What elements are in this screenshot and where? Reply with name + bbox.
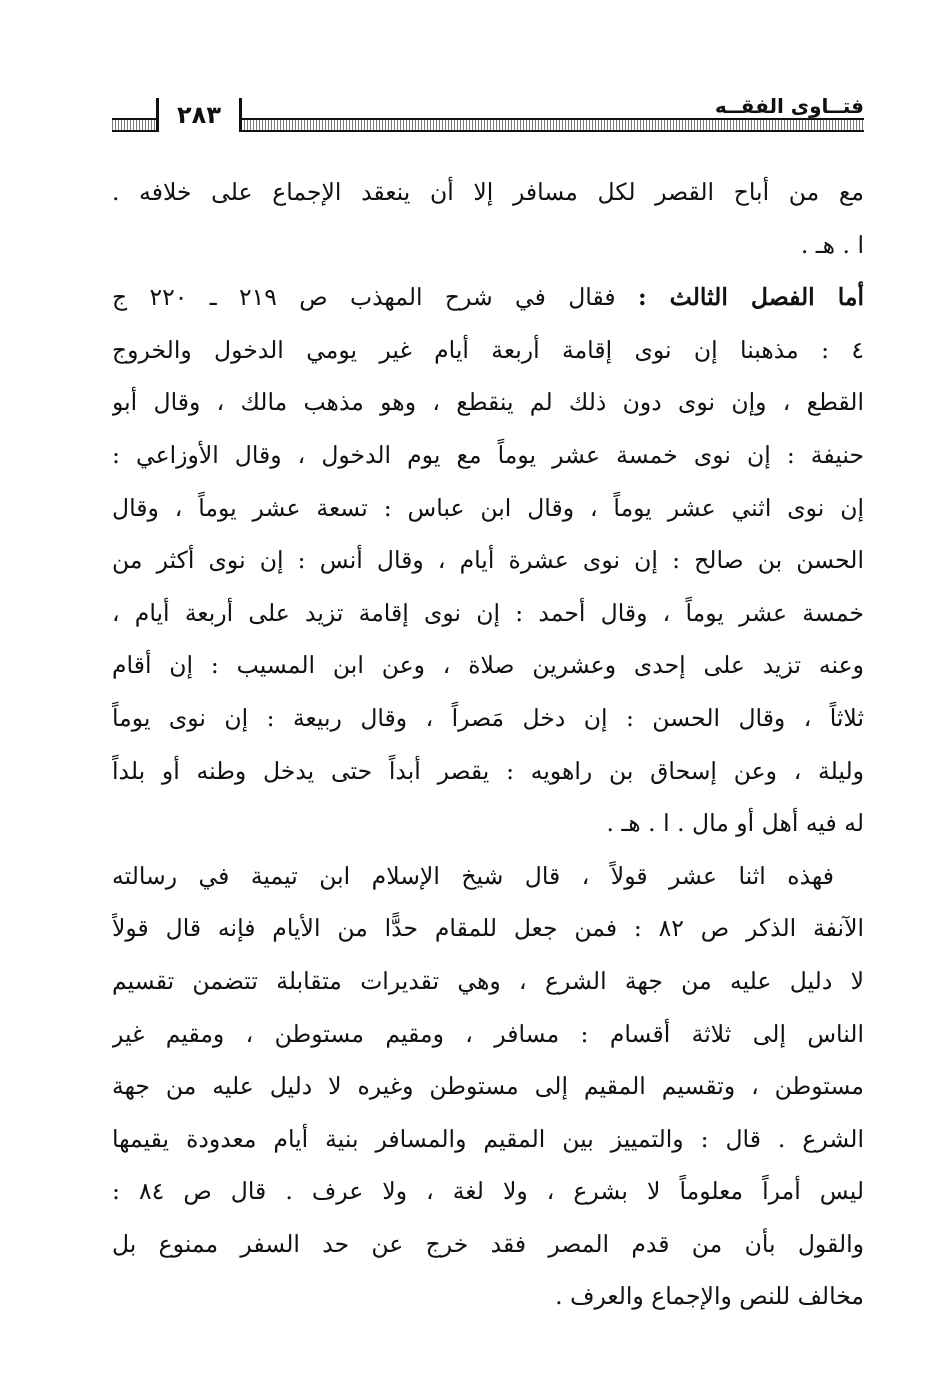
text-line: وعنه تزيد على إحدى وعشرين صلاة ، وعن ابن المسيب : إن أقام (112, 651, 864, 680)
section-heading-line (112, 271, 864, 324)
page-number-box (156, 98, 242, 132)
paragraph-first-line: فهذه اثنا عشر قولاً ، قال شيخ الإسلام ابن تيمية في رسالته (112, 861, 834, 890)
running-title: فتــاوى الفقــه (705, 94, 864, 118)
text-line: ثلاثاً ، وقال الحسن : إن دخل مَصراً ، وقال ربيعة : إن نوى يوماً (112, 703, 864, 732)
text-line: الشرع . قال : والتمييز بين المقيم والمسافر بنية أيام معدودة يقيمها (112, 1124, 864, 1153)
text-line: القطع ، وإن نوى دون ذلك لم ينقطع ، وهو مذهب مالك ، وقال أبو (112, 388, 864, 417)
text-line: مخالف للنص والإجماع والعرف . (555, 1282, 864, 1311)
text-line: مع من أباح القصر لكل مسافر إلا أن ينعقد الإجماع على خلافه . (112, 178, 864, 206)
text-line: فقال في شرح المهذب ص ٢١٩ ـ ٢٢٠ ج (112, 283, 616, 312)
text-line: له فيه أهل أو مال . ا . هـ . (606, 809, 864, 838)
text-line: ٤ : مذهبنا إن نوى إقامة أربعة أيام غير يومي الدخول والخروج (112, 335, 864, 364)
page-header (112, 94, 864, 140)
text-line: الحسن بن صالح : إن نوى عشرة أيام ، وقال أنس : إن نوى أكثر من (112, 546, 864, 575)
text-line: خمسة عشر يوماً ، وقال أحمد : إن نوى إقامة تزيد على أربعة أيام ، (112, 598, 864, 627)
text-line: الآنفة الذكر ص ٨٢ : فمن جعل للمقام حدًّا من الأيام فإنه قال قولاً (112, 914, 864, 943)
text-line: ليس أمراً معلوماً لا بشرع ، ولا لغة ، ولا عرف . قال ص ٨٤ : (112, 1177, 864, 1206)
text-line: مستوطن ، وتقسيم المقيم إلى مستوطن وغيره لا دليل عليه من جهة (112, 1072, 864, 1101)
text-line: وليلة ، وعن إسحاق بن راهويه : يقصر أبداً حتى يدخل وطنه أو بلداً (112, 756, 864, 785)
text-line: حنيفة : إن نوى خمسة عشر يوماً مع يوم الدخول ، وقال الأوزاعي : (112, 440, 864, 469)
text-line: لا دليل عليه من جهة الشرع ، وهي تقديرات متقابلة تتضمن تقسيم (112, 966, 864, 995)
text-line: والقول بأن من قدم المصر فقد خرج عن حد السفر ممنوع بل (112, 1229, 864, 1258)
body-text (112, 166, 864, 1323)
text-line: الناس إلى ثلاثة أقسام : مسافر ، ومقيم مستوطن ، ومقيم غير (112, 1019, 864, 1048)
section-lead: أما الفصل الثالث : (637, 283, 864, 312)
text-line: ا . هـ . (800, 230, 864, 259)
page-number: ٢٨٣ (177, 101, 221, 129)
text-line: إن نوى اثني عشر يوماً ، وقال ابن عباس : تسعة عشر يوماً ، وقال (112, 493, 864, 522)
